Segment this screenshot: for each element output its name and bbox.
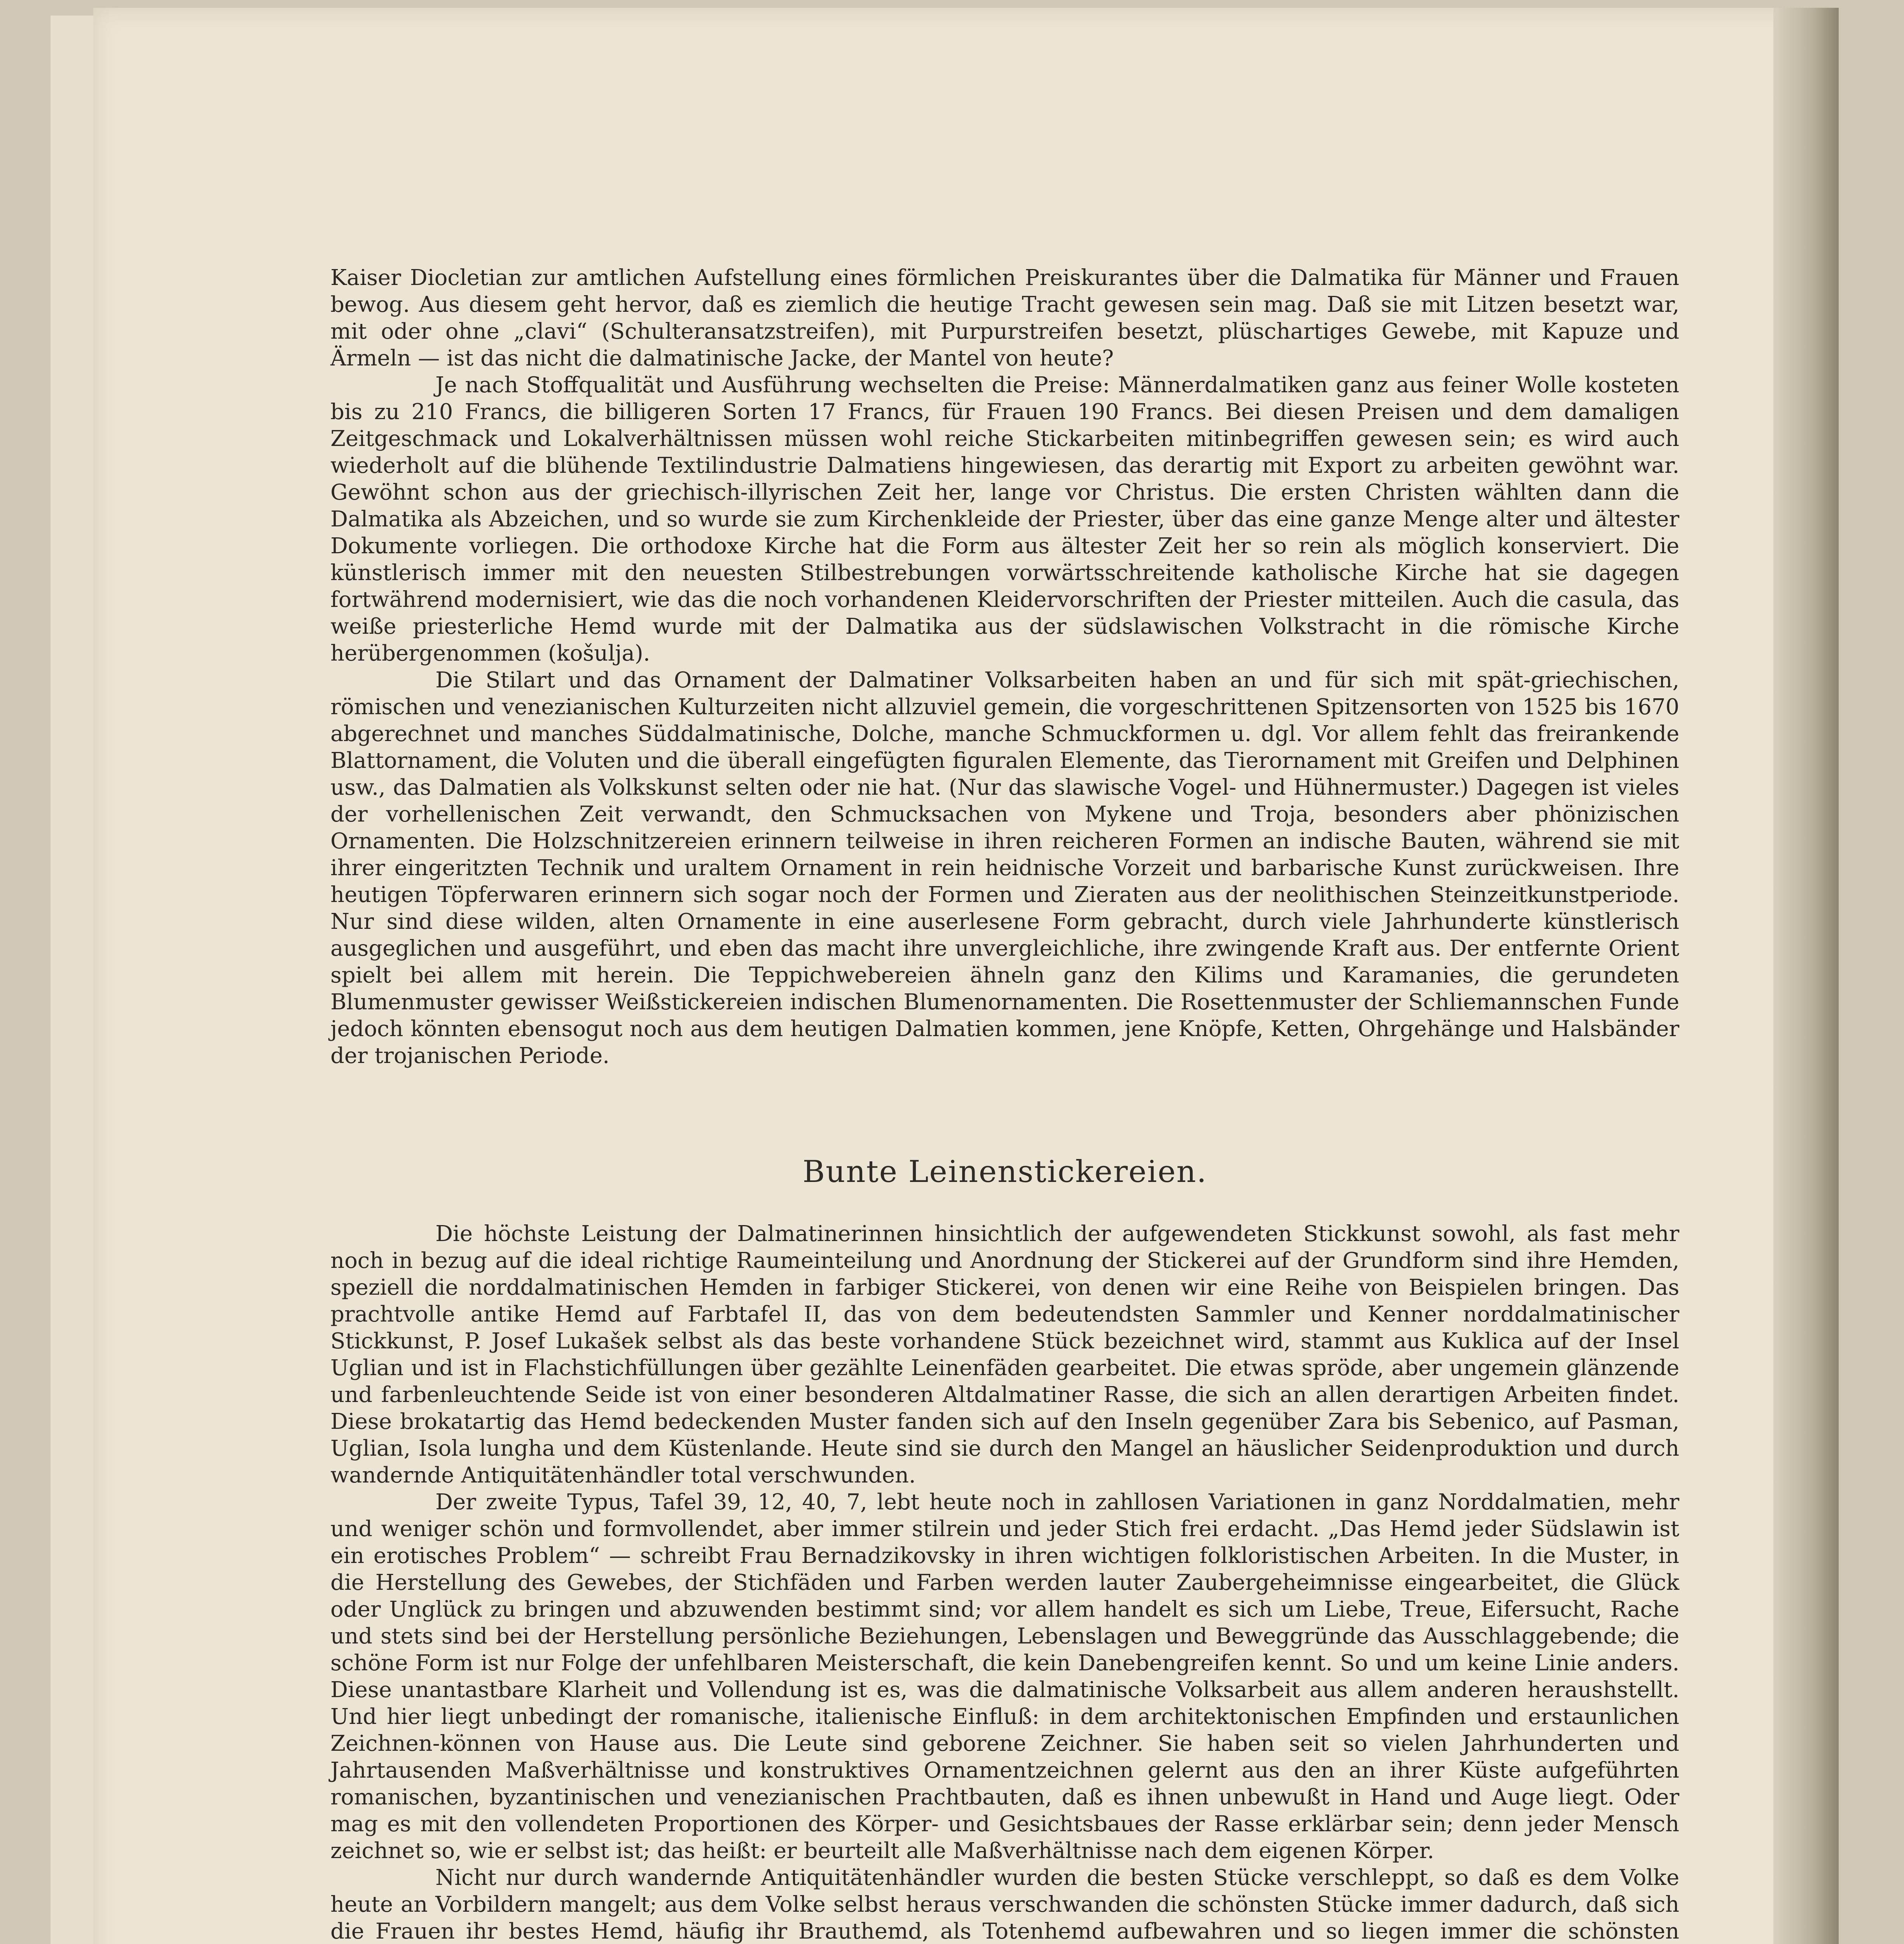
page-edge-stack — [82, 16, 94, 1944]
page-edge-stack — [51, 16, 67, 1944]
section-heading: Bunte Leinenstickereien. — [802, 1154, 1207, 1189]
paragraph: Die höchste Leistung der Dalmatinerinnen hinsichtlich der aufgewendeten Stickkunst sowohl, als fast mehr noch in bezug auf die ideal richtige Raumeinteilung und Anordnung der Stickerei auf der Grundform sind ihre Hemden, speziell die norddalmatinischen Hemden in farbiger Stickerei, von denen wir eine Reihe von Beispielen bringen. Das prachtvolle antike Hemd auf Farbtafel II, das von dem bedeutendsten Sammler und Kenner norddalmatinischer Stickkunst, P. Josef Lukašek selbst als das beste vorhandene Stück bezeichnet wird, stammt aus Kuklica auf der Insel Uglian und ist in Flachstichfüllungen über gezählte Leinenfäden gearbeitet. Die etwas spröde, aber ungemein glänzende und farbenleuchtende Seide ist von einer besonderen Altdalmatiner Rasse, die sich an allen derartigen Arbeiten findet. Diese brokatartig das Hemd bedeckenden Muster fanden sich auf den Inseln gegenüber Zara bis Sebenico, auf Pasman, Uglian, Isola lungha und dem Küstenlande. Heute sind sie durch den Mangel an häuslicher Seidenproduktion und durch wandernde Antiquitätenhändler total verschwunden. — [330, 1221, 1679, 1488]
paragraph: Nicht nur durch wandernde Antiquitätenhändler wurden die besten Stücke verschleppt, so daß es dem Volke heute an Vorbildern mangelt; aus dem Volke selbst heraus verschwanden die schönsten Stücke immer dadurch, daß sich die Frauen ihr bestes Hemd, häufig ihr Brauthemd, als Totenhemd aufbewahren und so liegen immer die schönsten — [330, 1865, 1679, 1944]
page-edge-stack — [66, 16, 82, 1944]
paragraph: Die Stilart und das Ornament der Dalmatiner Volksarbeiten haben an und für sich mit spät-griechischen, römischen und venezianischen Kulturzeiten nicht allzuviel gemein, die vorgeschrittenen Spitzensorten von 1525 bis 1670 abgerechnet und manches Süddalmatinische, Dolche, manche Schmuckformen u. dgl. Vor allem fehlt das freirankende Blattornament, die Voluten und die überall eingefügten figuralen Elemente, das Tierornament mit Greifen und Delphinen usw., das Dalmatien als Volkskunst selten oder nie hat. (Nur das slawische Vogel- und Hühnermuster.) Dagegen ist vieles der vorhellenischen Zeit verwandt, den Schmucksachen von Mykene und Troja, besonders aber phönizischen Ornamenten. Die Holzschnitzereien erinnern teilweise in ihren reicheren Formen an indische Bauten, während sie mit ihrer eingeritzten Technik und uraltem Ornament in rein heidnische Vorzeit und barbarische Kunst zurückweisen. Ihre heutigen Töpferwaren erinnern sich sogar noch der Formen und Zieraten aus der neolithischen Steinzeitkunstperiode. Nur sind diese wilden, alten Ornamente in eine auserlesene Form gebracht, durch viele Jahrhunderte künstlerisch ausgeglichen und ausgeführt, und eben das macht ihre unvergleichliche, ihre zwingende Kraft aus. Der entfernte Orient spielt bei allem mit herein. Die Teppichwebereien ähneln ganz den Kilims und Karamanies, die gerundeten Blumenmuster gewisser Weißstickereien indischen Blumenornamenten. Die Rosettenmuster der Schliemannschen Funde jedoch könnten ebensogut noch aus dem heutigen Dalmatien kommen, jene Knöpfe, Ketten, Ohrgehänge und Halsbänder der trojanischen Periode. — [330, 668, 1679, 1068]
paragraph: Je nach Stoffqualität und Ausführung wechselten die Preise: Männerdalmatiken ganz aus feiner Wolle kosteten bis zu 210 Francs, die billigeren Sorten 17 Francs, für Frauen 190 Francs. Bei diesen Preisen und dem damaligen Zeitgeschmack und Lokalverhältnissen müssen wohl reiche Stickarbeiten mitinbegriffen gewesen sein; es wird auch wiederholt auf die blühende Textilindustrie Dalmatiens hingewiesen, das derartig mit Export zu arbeiten gewöhnt war. Gewöhnt schon aus der griechisch-illyrischen Zeit her, lange vor Christus. Die ersten Christen wählten dann die Dalmatika als Abzeichen, und so wurde sie zum Kirchenkleide der Priester, über das eine ganze Menge alter und ältester Dokumente vorliegen. Die orthodoxe Kirche hat die Form aus ältester Zeit her so rein als möglich konserviert. Die künstlerisch immer mit den neuesten Stilbestrebungen vorwärtsschreitende katholische Kirche hat sie dagegen fortwährend modernisiert, wie das die noch vorhandenen Kleidervorschriften der Priester mitteilen. Auch die casula, das weiße priesterliche Hemd wurde mit der Dalmatika aus der südslawischen Volkstracht in die römische Kirche herübergenommen (košulja). — [330, 372, 1679, 666]
paragraph: Der zweite Typus, Tafel 39, 12, 40, 7, lebt heute noch in zahllosen Variationen in ganz Norddalmatien, mehr und weniger schön und formvollendet, aber immer stilrein und jeder Stich frei erdacht. „Das Hemd jeder Südslawin ist ein erotisches Problem“ — schreibt Frau Bernadzikovsky in ihren wichtigen folkloristischen Arbeiten. In die Muster, in die Herstellung des Gewebes, der Stichfäden und Farben werden lauter Zaubergeheimnisse eingearbeitet, die Glück oder Unglück zu bringen und abzuwenden bestimmt sind; vor allem handelt es sich um Liebe, Treue, Eifersucht, Rache und stets sind bei der Herstellung persönliche Beziehungen, Lebenslagen und Beweggründe das Ausschlaggebende; die schöne Form ist nur Folge der unfehlbaren Meisterschaft, die kein Danebengreifen kennt. So und um keine Linie anders. Diese unantastbare Klarheit und Vollendung ist es, was die dalmatinische Volksarbeit aus allem anderen heraushstellt. Und hier liegt unbedingt der romanische, italienische Einfluß: in dem architektonischen Empfinden und erstaunlichen Zeichnen-können von Hause aus. Die Leute sind geborene Zeichner. Sie haben seit so vielen Jahrhunderten und Jahrtausenden Maßverhältnisse und konstruktives Ornamentzeichnen gelernt aus den an ihrer Küste aufgeführten romanischen, byzantinischen und venezianischen Prachtbauten, daß es ihnen unbewußt in Hand und Auge liegt. Oder mag es mit den vollendeten Proportionen des Körper- und Gesichtsbaues der Rasse erklärbar sein; denn jeder Mensch zeichnet so, wie er selbst ist; das heißt: er beurteilt alle Maßverhältnisse nach dem eigenen Körper. — [330, 1489, 1679, 1864]
page-body — [330, 264, 1679, 1944]
paragraph: Kaiser Diocletian zur amtlichen Aufstellung eines förmlichen Preiskurantes über die Dalmatika für Männer und Frauen bewog. Aus diesem geht hervor, daß es ziemlich die heutige Tracht gewesen sein mag. Daß sie mit Litzen besetzt war, mit oder ohne „clavi“ (Schulteransatzstreifen), mit Purpurstreifen besetzt, plüschartiges Gewebe, mit Kapuze und Ärmeln — ist das nicht die dalmatinische Jacke, der Mantel von heute? — [330, 265, 1679, 371]
spine-shadow — [1773, 8, 1839, 1944]
